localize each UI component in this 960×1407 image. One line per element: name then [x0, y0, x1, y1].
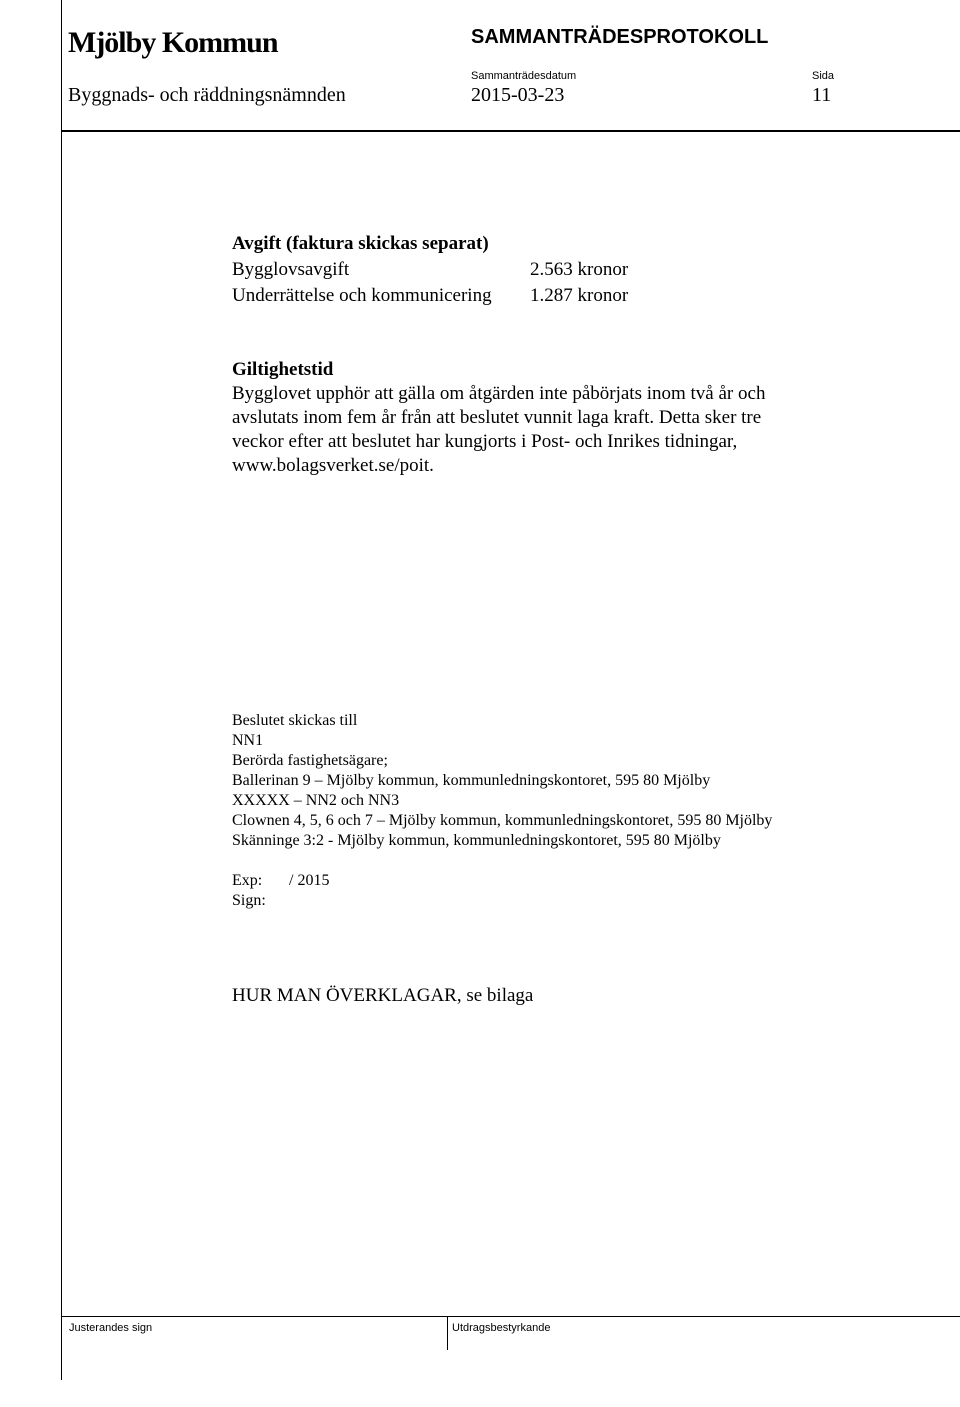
- fee-amount: 2.563 kronor: [530, 259, 629, 280]
- fee-label: Underrättelse och kommunicering: [232, 285, 492, 306]
- appeal-notice: HUR MAN ÖVERKLAGAR, se bilaga: [232, 985, 534, 1006]
- validity-text-line: Bygglovet upphör att gälla om åtgärden inte påbörjats inom två år och: [232, 383, 766, 404]
- validity-text-line: www.bolagsverket.se/poit.: [232, 455, 434, 476]
- distribution-line: Skänninge 3:2 - Mjölby kommun, kommunledningskontoret, 595 80 Mjölby: [232, 832, 721, 849]
- header-rule: [61, 130, 960, 132]
- sign-label: Sign:: [232, 892, 266, 909]
- footer-rule: [61, 1316, 960, 1317]
- distribution-line: Clownen 4, 5, 6 och 7 – Mjölby kommun, kommunledningskontoret, 595 80 Mjölby: [232, 812, 773, 829]
- footer-divider: [447, 1316, 448, 1350]
- document-title: SAMMANTRÄDESPROTOKOLL: [471, 26, 769, 48]
- fee-amount: 1.287 kronor: [530, 285, 629, 306]
- extract-certification-label: Utdragsbestyrkande: [452, 1322, 551, 1334]
- distribution-line: Berörda fastighetsägare;: [232, 752, 388, 769]
- meeting-date: 2015-03-23: [471, 84, 565, 106]
- left-margin-rule: [61, 0, 62, 1380]
- distribution-line: Ballerinan 9 – Mjölby kommun, kommunledningskontoret, 595 80 Mjölby: [232, 772, 711, 789]
- fee-heading: Avgift (faktura skickas separat): [232, 233, 489, 254]
- validity-heading: Giltighetstid: [232, 359, 334, 380]
- distribution-line: Beslutet skickas till: [232, 712, 358, 729]
- distribution-line: XXXXX – NN2 och NN3: [232, 792, 400, 809]
- validity-text-line: veckor efter att beslutet har kungjorts i Post- och Inrikes tidningar,: [232, 431, 738, 452]
- expedition-value: / 2015: [289, 872, 330, 889]
- meeting-date-caption: Sammanträdesdatum: [471, 70, 577, 82]
- municipality-name: Mjölby Kommun: [68, 26, 278, 59]
- distribution-line: NN1: [232, 732, 264, 749]
- fee-label: Bygglovsavgift: [232, 259, 350, 280]
- adjuster-signature-label: Justerandes sign: [69, 1322, 153, 1334]
- committee-name: Byggnads- och räddningsnämnden: [68, 84, 346, 106]
- validity-text-line: avslutats inom fem år från att beslutet vunnit laga kraft. Detta sker tre: [232, 407, 762, 428]
- expedition-label: Exp:: [232, 872, 263, 889]
- page-number: 11: [812, 84, 832, 106]
- page-caption: Sida: [812, 70, 835, 82]
